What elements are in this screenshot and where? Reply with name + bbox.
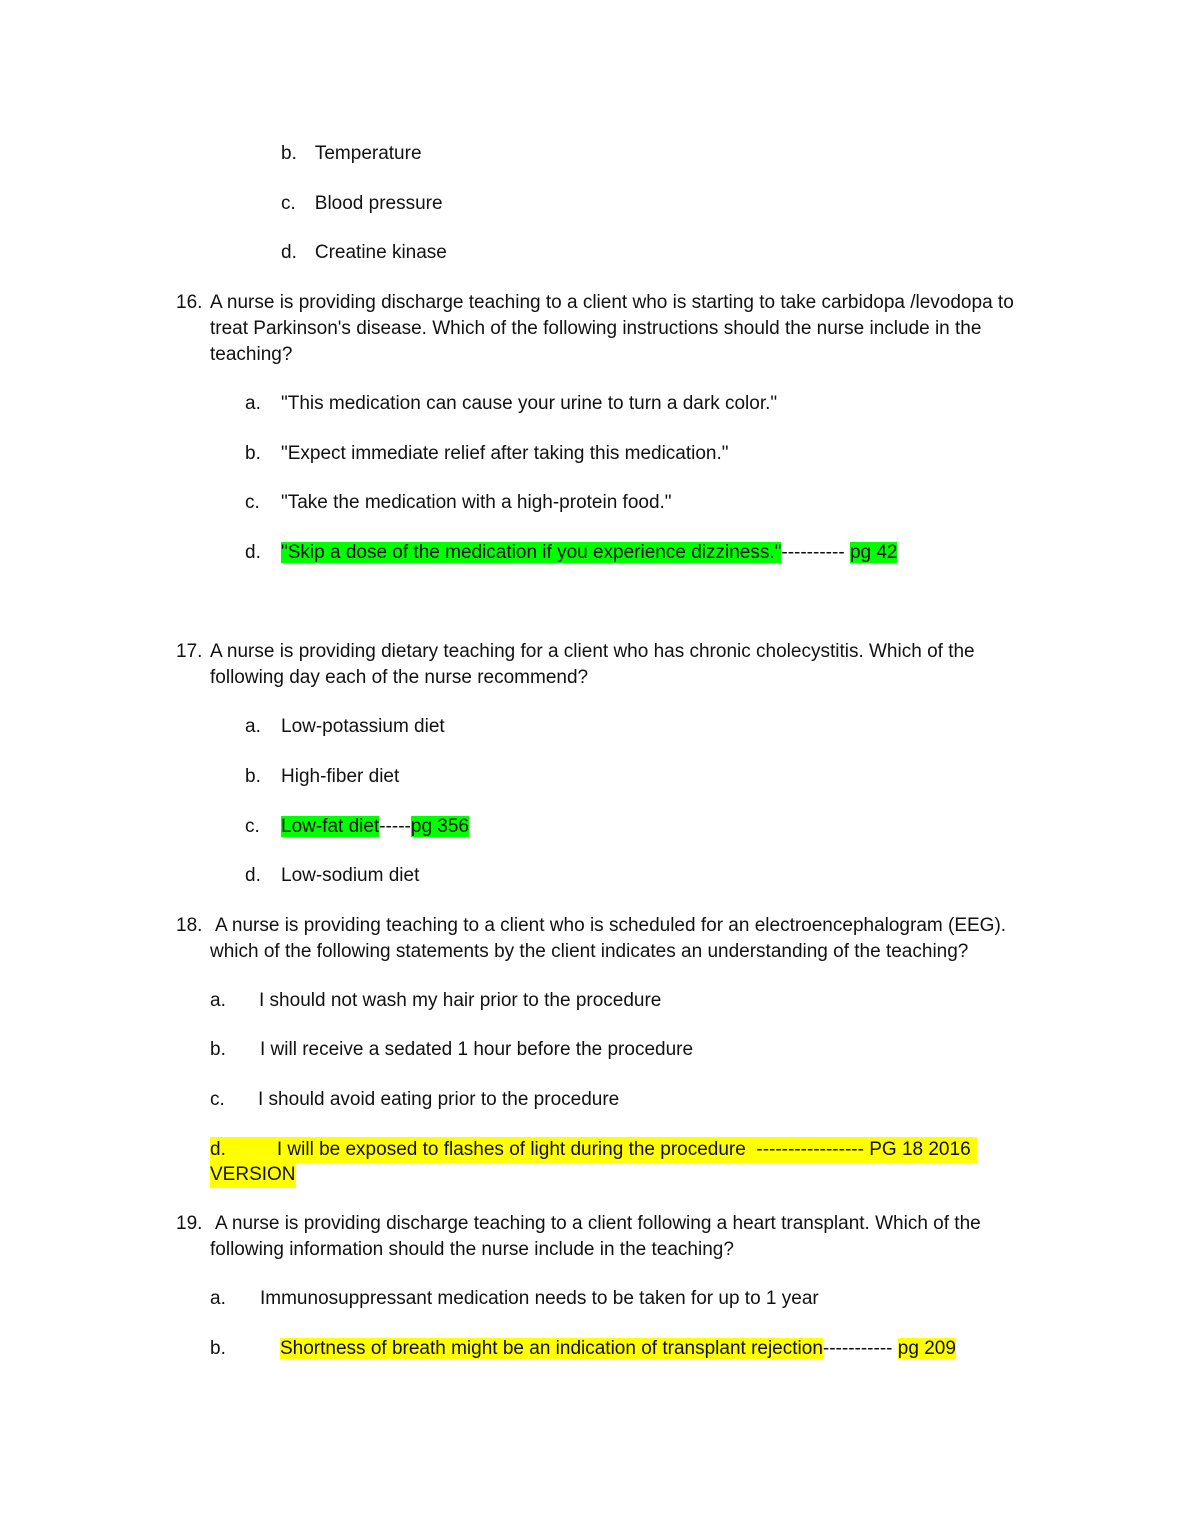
dash-leader: -----------: [822, 1338, 893, 1359]
q18-option-d-answer-continued: VERSION: [210, 1162, 296, 1188]
q19-stem-line-2: following information should the nurse include in the teaching?: [210, 1239, 734, 1260]
q17-number: 17.: [176, 641, 203, 662]
option-letter: b.: [281, 143, 297, 164]
q17-option-d-text: Low-sodium diet: [281, 865, 420, 886]
dash-leader: -----------------: [756, 1139, 864, 1160]
page-reference: pg 356: [410, 816, 469, 837]
option-text: Temperature: [314, 143, 422, 164]
q18-stem-line-2: which of the following statements by the client indicates an understanding of the teaching?: [210, 941, 969, 962]
q19-stem-line-1: A nurse is providing discharge teaching to a client following a heart transplant. Which of the: [215, 1213, 981, 1234]
option-letter: d.: [210, 1139, 226, 1160]
q18-option-c-text: I should avoid eating prior to the procedure: [258, 1089, 620, 1110]
q16-stem-line-2: treat Parkinson's disease. Which of the following instructions should the nurse include in the: [210, 318, 982, 339]
q15-option-c: [281, 191, 443, 217]
q17-option-b-text: High-fiber diet: [281, 766, 400, 787]
q19-option-a-text: Immunosuppressant medication needs to be taken for up to 1 year: [260, 1288, 819, 1309]
page-reference: PG 18 2016: [869, 1139, 971, 1160]
q16-number: 16.: [176, 292, 203, 313]
q16-option-d-letter: d.: [245, 542, 261, 563]
highlighted-answer: Shortness of breath might be an indication of transplant rejection: [280, 1338, 823, 1359]
q16-stem-line-1: A nurse is providing discharge teaching to a client who is starting to take carbidopa /levodopa to: [210, 292, 1014, 313]
q19-option-b-letter: b.: [210, 1338, 226, 1359]
q16-option-c-text: "Take the medication with a high-protein food.": [281, 492, 672, 513]
q16-option-a-letter: a.: [245, 393, 261, 414]
q18-option-a-letter: a.: [210, 990, 226, 1011]
q18-option-d-answer: [210, 1137, 977, 1163]
q17-stem-line-2: following day each of the nurse recommend?: [210, 667, 589, 688]
q15-option-d: [281, 240, 447, 266]
q17-option-c-answer: [281, 814, 469, 840]
option-text: Creatine kinase: [314, 242, 447, 263]
q16-stem-line-3: teaching?: [210, 344, 293, 365]
highlighted-answer: Low-fat diet: [281, 816, 380, 837]
page-reference: pg 42: [849, 542, 898, 563]
q18-option-b-text: I will receive a sedated 1 hour before the procedure: [260, 1039, 694, 1060]
q18-option-b-letter: b.: [210, 1039, 226, 1060]
q19-number: 19.: [176, 1213, 203, 1234]
q19-option-b-answer: [280, 1336, 956, 1362]
q15-option-b: [281, 141, 422, 167]
q17-option-b-letter: b.: [245, 766, 261, 787]
dash-leader: ----------: [781, 542, 845, 563]
q19-option-a-letter: a.: [210, 1288, 226, 1309]
q16-option-b-text: "Expect immediate relief after taking this medication.": [281, 443, 729, 464]
q18-option-c-letter: c.: [210, 1089, 225, 1110]
q17-option-c-letter: c.: [245, 816, 260, 837]
q17-stem-line-1: A nurse is providing dietary teaching for a client who has chronic cholecystitis. Which of the: [210, 641, 975, 662]
q17-option-d-letter: d.: [245, 865, 261, 886]
highlighted-answer: I will be exposed to flashes of light during the procedure: [276, 1139, 746, 1160]
q18-option-a-text: I should not wash my hair prior to the procedure: [259, 990, 662, 1011]
option-letter: c.: [281, 193, 296, 214]
q16-option-d-answer: [281, 540, 897, 566]
highlighted-answer: "Skip a dose of the medication if you experience dizziness.": [281, 542, 782, 563]
q16-option-c-letter: c.: [245, 492, 260, 513]
dash-leader: -----: [379, 816, 411, 837]
q18-stem-line-1: A nurse is providing teaching to a client who is scheduled for an electroencephalogram (EEG).: [215, 915, 1007, 936]
q18-number: 18.: [176, 915, 203, 936]
page-reference: pg 209: [897, 1338, 956, 1359]
option-letter: d.: [281, 242, 297, 263]
q17-option-a-letter: a.: [245, 716, 261, 737]
q17-option-a-text: Low-potassium diet: [281, 716, 445, 737]
q16-option-a-text: "This medication can cause your urine to turn a dark color.": [281, 393, 778, 414]
option-text: Blood pressure: [314, 193, 443, 214]
q16-option-b-letter: b.: [245, 443, 261, 464]
